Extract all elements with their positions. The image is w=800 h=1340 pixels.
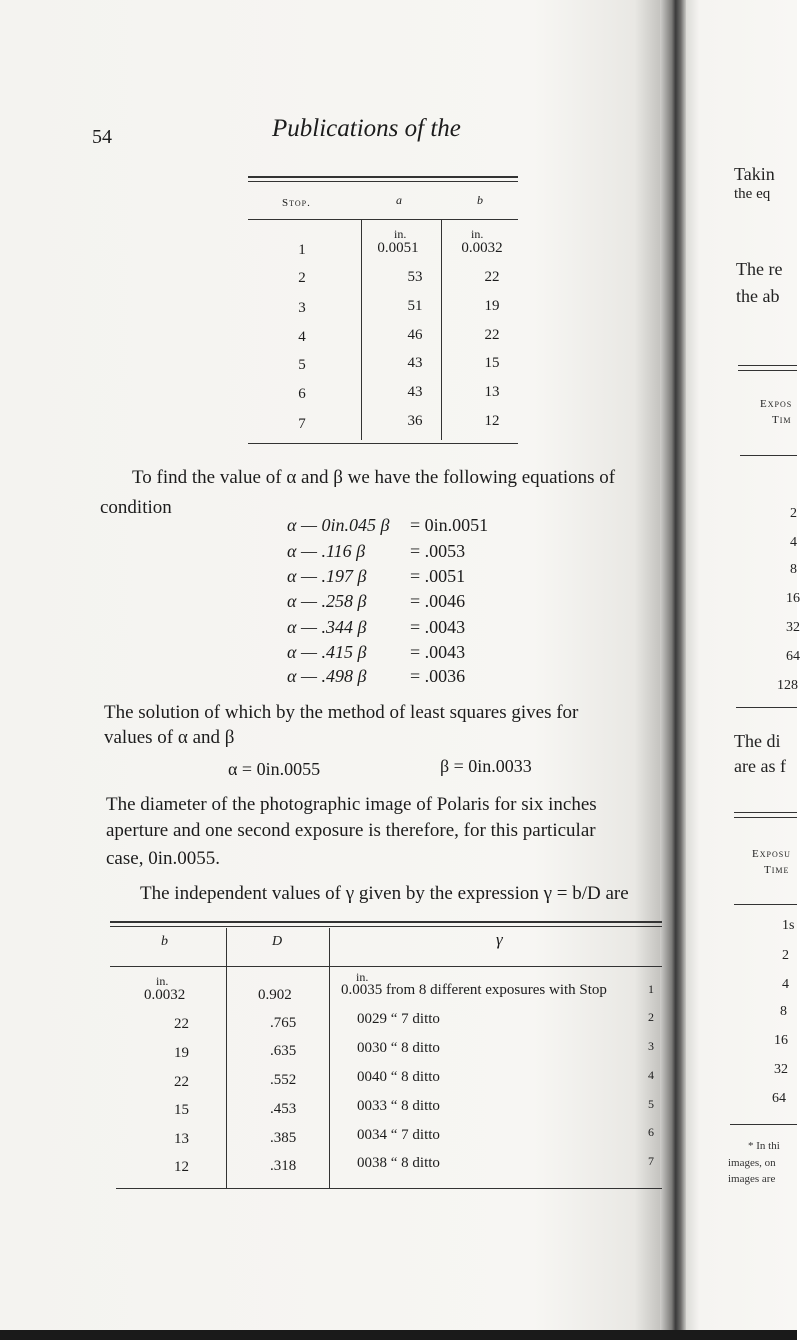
right-line: the ab [736,286,780,306]
right-value: 16 [786,591,800,606]
table-row-gamma: 0034 “ 7 ditto [357,1127,440,1143]
table-row-b: 13 [174,1131,189,1147]
unit-gamma: in. [356,970,369,984]
solution-alpha: α = 0in.0055 [228,759,321,779]
table-row-stop: 6 [648,1125,654,1139]
right-line: The di [734,731,781,751]
right-value: 16 [774,1033,788,1048]
table-row-b: 12 [174,1159,189,1175]
table-row-gamma: 0033 “ 8 ditto [357,1098,440,1114]
table-row-d: .765 [270,1015,297,1031]
equation-lhs: α — .415 β [287,642,367,662]
equation-rhs: = .0046 [410,591,466,611]
table-row-gamma: 0030 “ 8 ditto [357,1040,440,1056]
table-row-b: 0.0032 [144,987,186,1003]
table-row-b: 19 [174,1045,189,1061]
right-line: The re [736,259,783,279]
table-row-stop: 1 [298,242,306,258]
paragraph-conditions-line1: To find the value of α and β we have the following equations of [132,467,616,488]
paragraph-diameter-line2: aperture and one second exposure is therefore, for this particular [106,820,596,841]
table-row-b: 13 [484,384,500,400]
unit-b: in. [156,974,169,988]
book-gutter [660,0,686,1340]
right-value: 64 [772,1091,786,1106]
table-row-stop: 7 [648,1154,654,1168]
header-stop: Stop. [282,197,311,209]
right-header: Exposu [752,848,791,860]
equation-lhs: α — .344 β [287,617,367,637]
equation-lhs: α — 0in.045 β [287,515,390,535]
paragraph-conditions-line2: condition [100,497,172,518]
table-row-a: 43 [407,384,423,400]
table-row-gamma: 0038 “ 8 ditto [357,1155,440,1171]
table-row-d: .318 [270,1158,297,1174]
table-row-stop: 4 [648,1068,654,1082]
equation-rhs: = .0043 [410,642,466,662]
right-value: 64 [786,649,800,664]
right-value: 32 [786,620,800,635]
paragraph-diameter-line3: case, 0in.0055. [106,848,220,869]
equation-rhs: = .0053 [410,541,466,561]
right-line: are as f [734,756,786,776]
equation-rhs: = .0051 [410,566,466,586]
right-value: 8 [790,562,797,577]
table-row-b: 15 [174,1102,189,1118]
paragraph-diameter-line1: The diameter of the photographic image of Polaris for six inches [106,794,597,815]
table-row-b: 22 [484,269,500,285]
table-row-stop: 3 [298,300,306,316]
right-value: 32 [774,1062,788,1077]
header-b: b [161,934,168,949]
running-head: Publications of the [272,115,461,142]
table-row-a: 43 [407,355,423,371]
right-value: 4 [790,535,797,550]
paragraph-solution-line1: The solution of which by the method of least squares gives for [104,702,579,723]
table-row-stop: 5 [648,1097,654,1111]
equation-lhs: α — .197 β [287,566,367,586]
table-row-gamma: 0040 “ 8 ditto [357,1069,440,1085]
table-row-stop: 5 [298,357,306,373]
table-row-a: 36 [407,413,423,429]
equation-lhs: α — .258 β [287,591,367,611]
header-d: D [272,934,283,949]
right-header: Expos [760,398,793,410]
equation-rhs: = .0036 [410,666,466,686]
right-value: 128 [777,678,798,693]
equation-rhs: = .0043 [410,617,466,637]
header-b: b [477,193,483,207]
table-row-b: 0.0032 [461,240,503,256]
right-value: 4 [782,977,789,992]
table-row-a: 0.0051 [377,240,419,256]
right-footnote: images, on [728,1157,776,1169]
table-row-a: 46 [407,327,423,343]
table-row-d: .453 [270,1101,297,1117]
table-row-b: 22 [484,327,500,343]
table-row-b: 19 [484,298,500,314]
right-value: 2 [790,506,797,521]
right-value: 8 [780,1004,787,1019]
table-row-d: .552 [270,1072,297,1088]
table-row-d: .635 [270,1043,297,1059]
paragraph-solution-line2: values of α and β [104,727,235,748]
table-row-stop: 7 [298,416,306,432]
scan-edge [0,1330,797,1340]
table-row-gamma: 0029 “ 7 ditto [357,1011,440,1027]
right-value: 1s [782,918,795,933]
table-row-stop: 1 [648,982,654,996]
right-line: Takin [734,164,775,184]
unit-b: in. [471,227,484,241]
right-line: the eq [734,186,771,202]
right-footnote: images are [728,1173,776,1185]
right-header: Time [764,864,790,876]
table-row-d: 0.902 [258,987,292,1003]
paragraph-gamma-line1: The independent values of γ given by the expression γ = b/D are [140,883,629,904]
table-row-b: 22 [174,1074,189,1090]
table-row-stop: 4 [298,329,306,345]
right-footnote: * In thi [748,1140,780,1152]
table-row-b: 22 [174,1016,189,1032]
header-gamma: γ [496,930,503,949]
table-row-gamma: 0.0035 from 8 different exposures with Stop [341,982,607,998]
table-row-a: 53 [407,269,423,285]
page-number: 54 [92,126,112,148]
solution-beta: β = 0in.0033 [440,756,532,776]
table-row-b: 15 [484,355,500,371]
table-row-a: 51 [407,298,423,314]
table-row-b: 12 [484,413,500,429]
table-row-stop: 2 [648,1010,654,1024]
right-header: Tim [772,414,792,426]
table-row-stop: 2 [298,270,306,286]
unit-a: in. [394,227,407,241]
equation-rhs: = 0in.0051 [410,515,489,535]
equation-lhs: α — .498 β [287,666,367,686]
right-value: 2 [782,948,789,963]
table-row-stop: 3 [648,1039,654,1053]
table-row-stop: 6 [298,386,306,402]
equation-lhs: α — .116 β [287,541,366,561]
table-row-d: .385 [270,1130,297,1146]
header-a: a [396,193,402,207]
